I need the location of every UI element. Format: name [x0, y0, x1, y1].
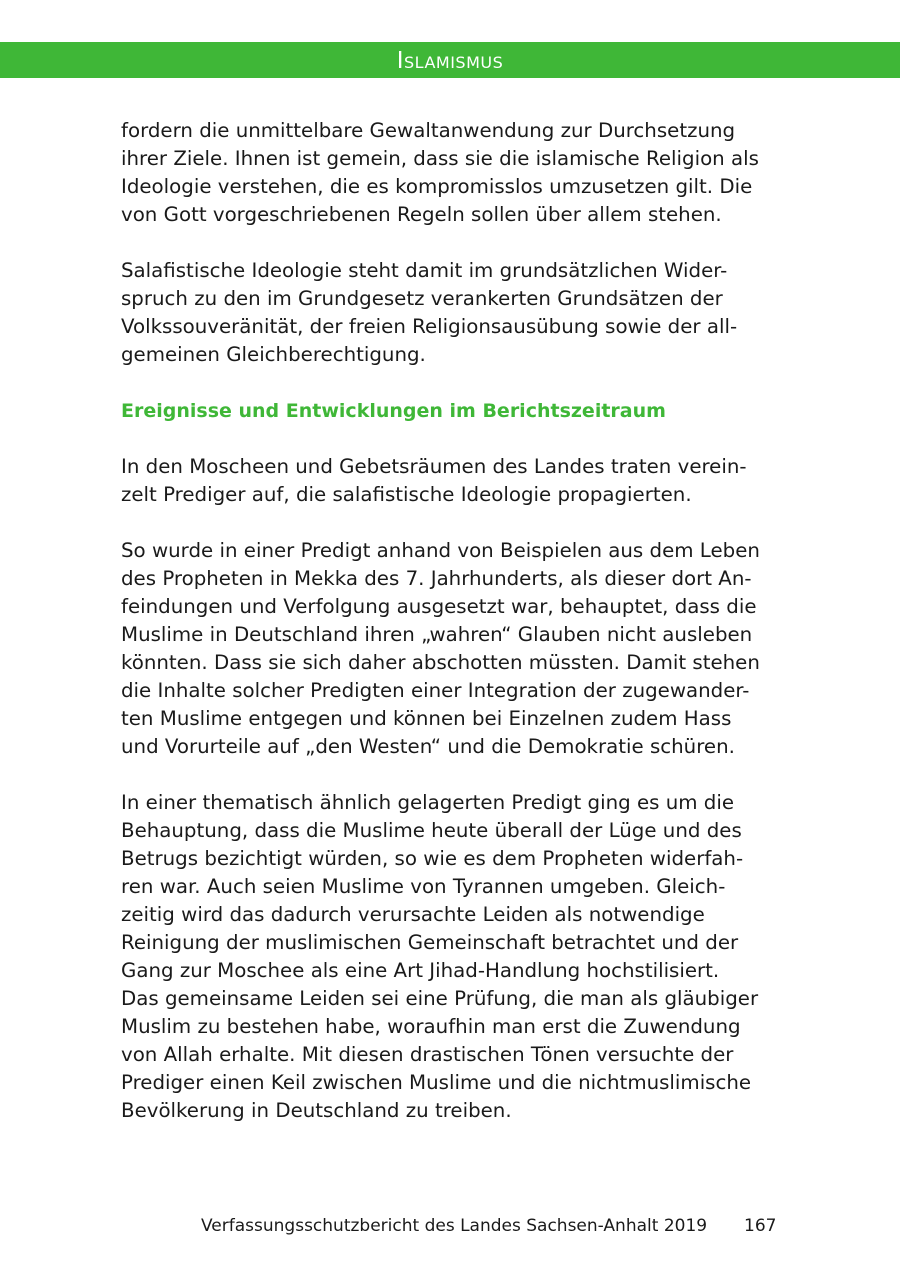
paragraph-line: zelt Prediger auf, die salafistische Ideologie propagierten.	[121, 483, 692, 506]
paragraph-line: So wurde in einer Predigt anhand von Beispielen aus dem Leben	[121, 539, 760, 562]
paragraph-line: Volkssouveränität, der freien Religionsausübung sowie der all-	[121, 315, 738, 338]
paragraph-line: von Allah erhalte. Mit diesen drastischen Tönen versuchte der	[121, 1043, 734, 1066]
paragraph-line: spruch zu den im Grundgesetz verankerten Grundsätzen der	[121, 287, 723, 310]
page-number: 167	[744, 1216, 777, 1236]
paragraph-line: die Inhalte solcher Predigten einer Integration der zugewander-	[121, 679, 750, 702]
paragraph-line: ten Muslime entgegen und können bei Einzelnen zudem Hass	[121, 707, 732, 730]
paragraph-line: Muslime in Deutschland ihren „wahren“ Glauben nicht ausleben	[121, 623, 753, 646]
paragraph-line: ihrer Ziele. Ihnen ist gemein, dass sie die islamische Religion als	[121, 147, 759, 170]
paragraph-line: Bevölkerung in Deutschland zu treiben.	[121, 1099, 512, 1122]
paragraph-line: Gang zur Moschee als eine Art Jihad-Handlung hochstilisiert.	[121, 959, 720, 982]
paragraph-line: Reinigung der muslimischen Gemeinschaft betrachtet und der	[121, 931, 739, 954]
paragraph-line: ren war. Auch seien Muslime von Tyrannen umgeben. Gleich-	[121, 875, 726, 898]
paragraph-line: Prediger einen Keil zwischen Muslime und die nichtmuslimische	[121, 1071, 752, 1094]
paragraph-line: gemeinen Gleichberechtigung.	[121, 343, 426, 366]
paragraph-line: des Propheten in Mekka des 7. Jahrhunderts, als dieser dort An-	[121, 567, 752, 590]
page-body	[121, 117, 791, 1125]
paragraph-line: Betrugs bezichtigt würden, so wie es dem Propheten widerfah-	[121, 847, 744, 870]
section-title: Islamismus	[396, 48, 504, 74]
paragraph-line: könnten. Dass sie sich daher abschotten müssten. Damit stehen	[121, 651, 760, 674]
paragraph-line: In den Moscheen und Gebetsräumen des Landes traten verein-	[121, 455, 747, 478]
paragraph-line: Salafistische Ideologie steht damit im grundsätzlichen Wider-	[121, 259, 728, 282]
paragraph-line: In einer thematisch ähnlich gelagerten Predigt ging es um die	[121, 791, 735, 814]
footer-publication: Verfassungsschutzbericht des Landes Sachsen-Anhalt 2019	[201, 1216, 708, 1236]
paragraph-line: zeitig wird das dadurch verursachte Leiden als notwendige	[121, 903, 705, 926]
paragraph-line: Ideologie verstehen, die es kompromisslos umzusetzen gilt. Die	[121, 175, 753, 198]
paragraph-line: feindungen und Verfolgung ausgesetzt war, behauptet, dass die	[121, 595, 757, 618]
paragraph-line: und Vorurteile auf „den Westen“ und die Demokratie schüren.	[121, 735, 735, 758]
paragraph-line: Behauptung, dass die Muslime heute überall der Lüge und des	[121, 819, 742, 842]
section-heading: Ereignisse und Entwicklungen im Berichtszeitraum	[121, 400, 666, 422]
paragraph-line: Das gemeinsame Leiden sei eine Prüfung, die man als gläubiger	[121, 987, 759, 1010]
paragraph-line: fordern die unmittelbare Gewaltanwendung zur Durchsetzung	[121, 119, 736, 142]
paragraph-line: Muslim zu bestehen habe, woraufhin man erst die Zuwendung	[121, 1015, 741, 1038]
paragraph-line: von Gott vorgeschriebenen Regeln sollen über allem stehen.	[121, 203, 722, 226]
